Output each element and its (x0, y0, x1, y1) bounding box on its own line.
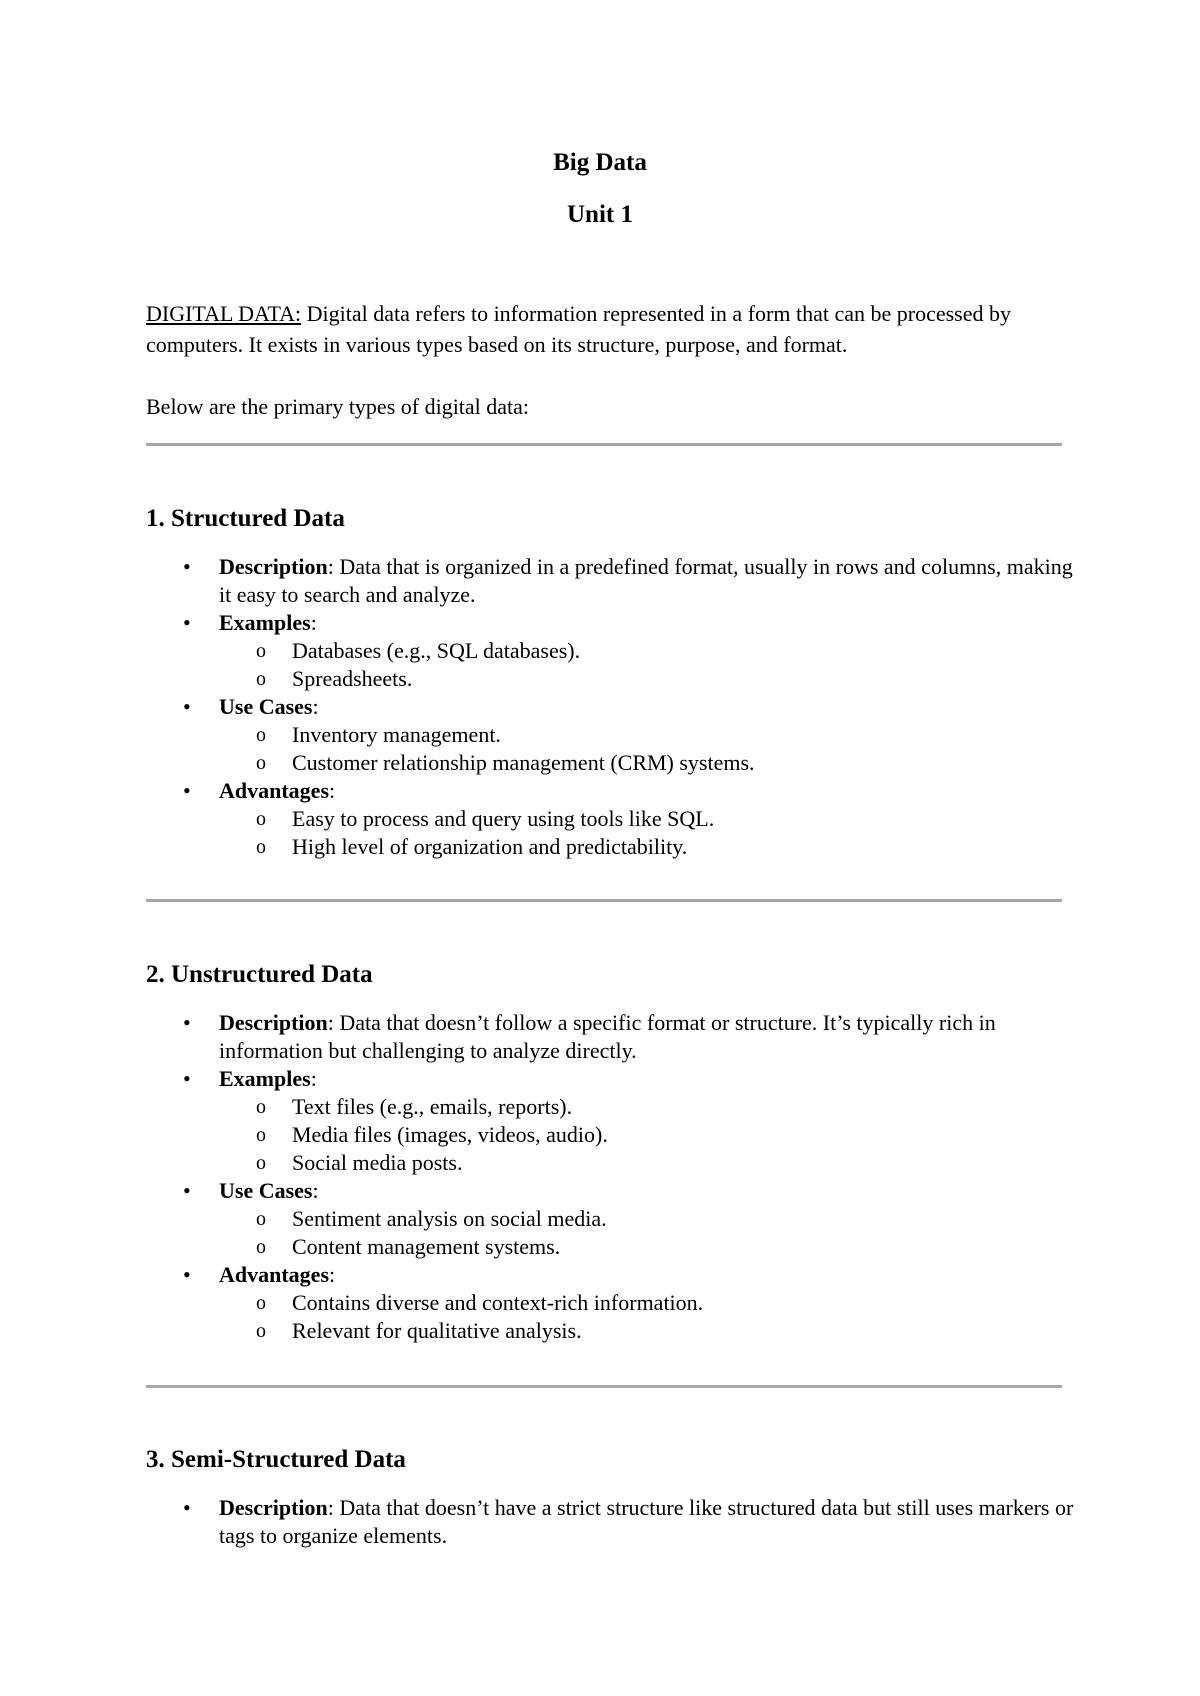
section-list (146, 1009, 1076, 1345)
section-heading: 3. Semi-Structured Data (146, 1446, 406, 1473)
bullet-icon: • (183, 778, 191, 803)
list-item-advantages: • Advantages: o Easy to process and query using tools like SQL. o High level of organization and predictability. (146, 777, 1076, 861)
sub-bullet-icon: o (256, 640, 266, 662)
sub-bullet-icon: o (256, 752, 266, 774)
sub-item-text: Social media posts. (292, 1150, 463, 1175)
bullet-icon: • (183, 554, 191, 579)
sub-list-item (219, 1093, 1076, 1121)
sub-list (219, 721, 1076, 777)
sub-list-item (219, 1289, 1076, 1317)
horizontal-rule (146, 443, 1062, 446)
sub-list (219, 805, 1076, 861)
sub-bullet-icon: o (256, 1124, 266, 1146)
sub-bullet-icon: o (256, 836, 266, 858)
sub-bullet-icon: o (256, 1292, 266, 1314)
list-item-examples: • Examples: o Text files (e.g., emails, reports). o Media files (images, videos, audio). o Social media posts. (146, 1065, 1076, 1177)
list-item-examples: • Examples: o Databases (e.g., SQL databases). o Spreadsheets. (146, 609, 1076, 693)
bullet-icon: • (183, 1178, 191, 1203)
sub-bullet-icon: o (256, 1236, 266, 1258)
sub-list-item (219, 721, 1076, 749)
sub-item-text: High level of organization and predictability. (292, 834, 688, 859)
section-list (146, 1494, 1076, 1550)
item-text: : Data that doesn’t have a strict structure like structured data but still uses markers or tags to organize elements. (219, 1495, 1074, 1548)
sub-list (219, 1093, 1076, 1177)
bullet-icon: • (183, 1495, 191, 1520)
sub-list-item (219, 1149, 1076, 1177)
section-structured-data (146, 504, 1076, 861)
bullet-icon: • (183, 1066, 191, 1091)
section-heading: 2. Unstructured Data (146, 961, 373, 988)
intro-label: DIGITAL DATA: (146, 301, 302, 326)
list-item-description (146, 553, 1076, 609)
item-label: Description (219, 554, 328, 579)
sub-list-item (219, 637, 1076, 665)
item-label: Description (219, 1010, 328, 1035)
intro-paragraph (146, 298, 1076, 360)
section-list (146, 553, 1076, 861)
sub-item-text: Databases (e.g., SQL databases). (292, 638, 581, 663)
list-item-use-cases: • Use Cases: o Inventory management. o Customer relationship management (CRM) systems. (146, 693, 1076, 777)
sub-list-item (219, 1205, 1076, 1233)
sub-list-item (219, 833, 1076, 861)
section-semi-structured-data (146, 1445, 1076, 1550)
bullet-icon: • (183, 1010, 191, 1035)
item-text: : Data that is organized in a predefined format, usually in rows and columns, making it easy to search and analyze. (219, 554, 1073, 607)
section-heading: 1. Structured Data (146, 505, 345, 532)
sub-item-text: Customer relationship management (CRM) systems. (292, 750, 755, 775)
section-unstructured-data (146, 960, 1076, 1345)
sub-item-text: Contains diverse and context-rich information. (292, 1290, 704, 1315)
document-title: Big Data (553, 149, 647, 176)
sub-list-item (219, 665, 1076, 693)
sub-bullet-icon: o (256, 1152, 266, 1174)
sub-item-text: Sentiment analysis on social media. (292, 1206, 607, 1231)
sub-bullet-icon: o (256, 724, 266, 746)
list-item-description (146, 1494, 1076, 1550)
sub-item-text: Media files (images, videos, audio). (292, 1122, 608, 1147)
sub-list (219, 1289, 1076, 1345)
intro-lead: Below are the primary types of digital data: (146, 394, 530, 419)
sub-list-item (219, 805, 1076, 833)
sub-list-item (219, 749, 1076, 777)
item-label: Examples (219, 610, 311, 635)
document-subtitle: Unit 1 (567, 201, 633, 228)
sub-item-text: Easy to process and query using tools like SQL. (292, 806, 715, 831)
sub-bullet-icon: o (256, 668, 266, 690)
sub-bullet-icon: o (256, 1320, 266, 1342)
sub-item-text: Inventory management. (292, 722, 501, 747)
sub-item-text: Content management systems. (292, 1234, 561, 1259)
list-item-use-cases: • Use Cases: o Sentiment analysis on social media. o Content management systems. (146, 1177, 1076, 1261)
sub-list-item (219, 1121, 1076, 1149)
item-label: Advantages (219, 1262, 330, 1287)
horizontal-rule (146, 899, 1062, 902)
sub-list (219, 637, 1076, 693)
item-label: Description (219, 1495, 328, 1520)
sub-bullet-icon: o (256, 1208, 266, 1230)
item-label: Advantages (219, 778, 330, 803)
sub-bullet-icon: o (256, 808, 266, 830)
sub-bullet-icon: o (256, 1096, 266, 1118)
intro-text: Digital data refers to information represented in a form that can be processed by computers. It exists in various types based on its structure, purpose, and format. (146, 301, 1011, 357)
bullet-icon: • (183, 694, 191, 719)
item-label: Use Cases (219, 694, 313, 719)
item-label: Examples (219, 1066, 311, 1091)
item-label: Use Cases (219, 1178, 313, 1203)
sub-list-item (219, 1317, 1076, 1345)
list-item-description (146, 1009, 1076, 1065)
sub-item-text: Spreadsheets. (292, 666, 413, 691)
sub-item-text: Text files (e.g., emails, reports). (292, 1094, 573, 1119)
list-item-advantages: • Advantages: o Contains diverse and context-rich information. o Relevant for qualitative analysis. (146, 1261, 1076, 1345)
sub-list-item (219, 1233, 1076, 1261)
sub-item-text: Relevant for qualitative analysis. (292, 1318, 582, 1343)
sub-list (219, 1205, 1076, 1261)
bullet-icon: • (183, 1262, 191, 1287)
bullet-icon: • (183, 610, 191, 635)
horizontal-rule (146, 1385, 1062, 1388)
item-text: : Data that doesn’t follow a specific format or structure. It’s typically rich in information but challenging to analyze directly. (219, 1010, 996, 1063)
